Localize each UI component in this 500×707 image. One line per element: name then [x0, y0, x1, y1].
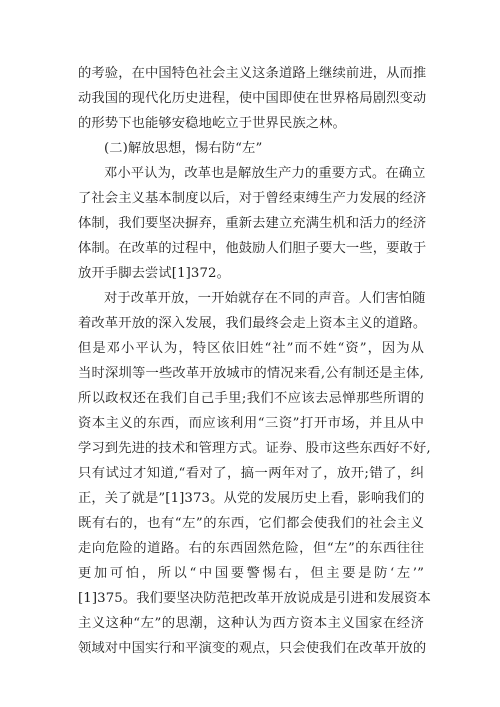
text-line: 动我国的现代化历史进程，使中国即使在世界格局剧烈变动 — [78, 91, 427, 106]
text-line: 主义这种“左”的思潮，这种认为西方资本主义国家在经济 — [78, 616, 424, 631]
paragraph-first-line: 对于改革开放，一开始就存在不同的声音。人们害怕随 — [104, 291, 426, 306]
text-line: 走向危险的道路。右的东西固然危险，但“左”的东西往往 — [78, 541, 424, 556]
text-line: 体制。在改革的过程中，他鼓励人们胆子要大一些，要敢于 — [78, 241, 427, 256]
text-line: 体制，我们要坚决摒弃，重新去建立充满生机和活力的经济 — [78, 216, 427, 231]
text-line: 既有右的，也有“左”的东西，它们都会使我们的社会主义 — [78, 516, 424, 531]
text-line: 放开手脚去尝试[1]372。 — [78, 266, 230, 281]
section-heading: (二)解放思想，惕右防“左” — [104, 141, 263, 156]
text-line: 但是邓小平认为，特区依旧姓“社”而不姓“资”，因为从 — [78, 341, 424, 356]
text-line: 当时深圳等一些改革开放城市的情况来看,公有制还是主体, — [78, 366, 424, 381]
text-line: 正，关了就是”[1]373。从党的发展历史上看，影响我们的 — [78, 491, 425, 506]
text-line: 领域对中国实行和平演变的观点，只会使我们在改革开放的 — [78, 641, 427, 656]
text-line: [1]375。我们要坚决防范把改革开放说成是引进和发展资本 — [78, 591, 431, 606]
text-line: 学习到先进的技术和管理方式。证券、股市这些东西好不好, — [78, 441, 431, 456]
text-line: 更加可怕，所以“中国要警惕右，但主要是防‘左’” — [78, 566, 424, 581]
paragraph-first-line: 邓小平认为，改革也是解放生产力的重要方式。在确立 — [104, 166, 426, 181]
text-line: 只有试过才知道,“看对了，搞一两年对了，放开;错了，纠 — [78, 466, 424, 481]
text-line: 了社会主义基本制度以后，对于曾经束缚生产力发展的经济 — [78, 191, 427, 206]
text-line: 资本主义的东西，而应该利用“三资”打开市场，并且从中 — [78, 416, 424, 431]
text-line: 的形势下也能够安稳地屹立于世界民族之林。 — [78, 116, 346, 131]
text-line: 着改革开放的深入发展，我们最终会走上资本主义的道路。 — [78, 316, 427, 331]
text-line: 的考验，在中国特色社会主义这条道路上继续前进，从而推 — [78, 66, 427, 81]
text-line: 所以政权还在我们自己手里;我们不应该去忌惮那些所谓的 — [78, 391, 424, 406]
